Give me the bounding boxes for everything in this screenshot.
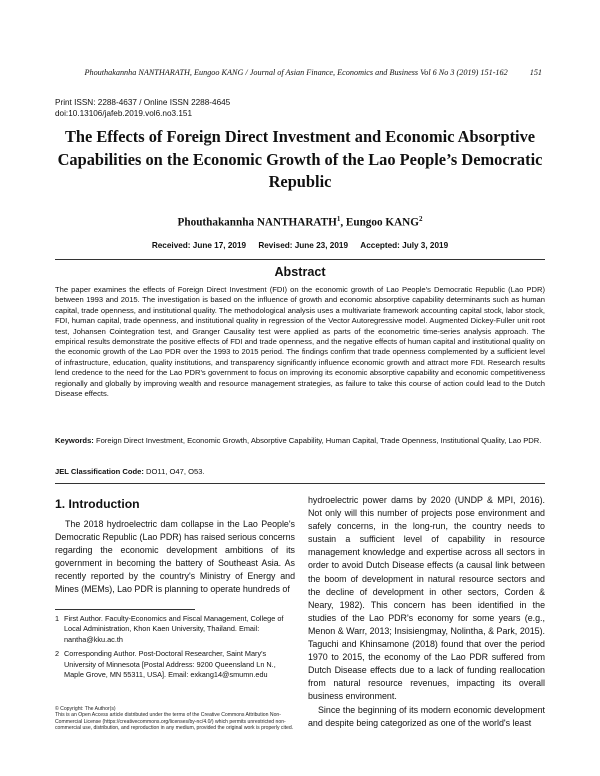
keywords [55,436,545,446]
author-list [0,215,600,229]
left-column [55,518,295,597]
divider-bottom [55,483,545,484]
doi-line: doi:10.13106/jafeb.2019.vol6.no3.151 [55,108,193,118]
issn-block [55,98,230,119]
page-number: 151 [529,68,542,77]
author-separator: , [340,216,346,229]
author-2-affiliation-mark: 2 [418,215,423,223]
jel-label: JEL Classification Code: [55,467,144,476]
keywords-label: Keywords: [55,436,94,445]
running-head-text: Phouthakannha NANTHARATH, Eungoo KANG / Journal of Asian Finance, Economics and Business Vol 6 No 3 (2019) 151-162 [84,68,508,77]
title-line-3: Republic [268,172,332,191]
right-column [308,494,545,730]
author-1: Phouthakannha NANTHARATH [177,216,337,229]
intro-paragraph-1-continued: hydroelectric power dams by 2020 (UNDP & MPI, 2016). Not only will this number of projects pose environment and safely concerns, in the long-run, the country needs to sustain a sufficient level of capability in resource management knowledge and expertise across all sectors in order to avoid Dutch Disease effects (a causal link between the boom of development in natural resource sectors and the decline of development in other sectors, Corden & Neary, 1982). This concern has been identified in the studies of the Lao PDR's economy for some years (e.g., Menon & Warr, 2013; Insisiengmay, Nolintha, & Park, 2015). Taguchi and Khinsamone (2018) found that over the period 1970 to 2015, the economy of the Lao PDR suffered from Dutch Disease effects due to a lack of funding reallocation from natural resource revenues, impacting its overall business environment. [308,495,545,702]
author-1-affiliation-mark: 1 [336,215,341,223]
section-heading-introduction: 1. Introduction [55,497,140,511]
running-head [58,68,542,77]
keywords-text: Foreign Direct Investment, Economic Growth, Absorptive Capability, Human Capital, Trade Openness, Institutional Quality, Lao PDR. [93,436,542,445]
title-line-1: The Effects of Foreign Direct Investment and Economic Absorptive [64,127,536,146]
intro-paragraph-1: The 2018 hydroelectric dam collapse in the Lao People's Democratic Republic (Lao PDR) has raised serious concerns regarding the economic development ambitions of its government in becoming the battery of Southeast Asia. As recently reported by the country's Ministry of Energy and Mines (MEMs), Lao PDR is planning to operate hundreds of [55,519,295,595]
footnote-divider [55,609,195,610]
issn-line: Print ISSN: 2288-4637 / Online ISSN 2288-4645 [55,98,231,107]
revised-date: Revised: June 23, 2019 [258,241,349,250]
footnote-1 [55,614,295,645]
divider-top [55,259,545,260]
jel-codes: DO11, O47, O53. [143,467,205,476]
footnote-1-text: First Author. Faculty-Economics and Fiscal Management, College of Local Administration, Khon Kaen University, Thailand. Email: nantha@kku.ac.th [64,614,284,644]
abstract-body: The paper examines the effects of Foreign Direct Investment (FDI) on the economic growth of Lao People's Democratic Republic (Lao PDR) between 1993 and 2015. The investigation is based on the influence of growth and economic absorptive capability determinants such as human capital, trade openness, and institutional quality. The methodological analysis uses a multivariate framework accounting capital stock, labor stock, FDI, human capital, trade openness, and institutional quality in regression of the Vector Autoregressive model. Augmented Dickey-Fuller unit root test, Johansen Cointegration test, and Granger Causality test were applied as parts of the econometric time-series analysis approach. The empirical results demonstrate the positive effects of FDI and trade openness, and the negative effects of human capital and institutional quality on the economic growth of the Lao PDR over the 1993 to 2015 period. The findings confirm that trade openness complemented by a sufficient level of infrastructure, education, quality institutions, and transparency significantly influence economic growth and attract more FDI. Research results lend credence to the need for the Lao PDR's government to focus on improving its economic absorptive capability and economic competitiveness regionally and globally by improving wealth and resource management strategies, as failure to take this course of action could lead to the Dutch Disease effects. [55,285,545,399]
received-date: Received: June 17, 2019 [151,241,247,250]
jel-classification [55,467,545,477]
intro-paragraph-2: Since the beginning of its modern economic development and despite being categorized as one of the world's least [308,704,545,728]
license-text: This is an Open Access article distributed under the terms of the Creative Commons Attribution Non-Commercial License (https://creativecommons.org/licenses/by-nc/4.0/) which permits unrestricted non-commercial use, distribution, and reproduction in any medium, provided the original work is properly cited. [55,712,294,732]
footnote-2-text: Corresponding Author. Post-Doctoral Researcher, Saint Mary's University of Minnesota [Postal Address: 9200 Queensland Ln N., Maple Grove, MN 55311, USA]. Email: exkang14@smumn.edu [64,649,276,680]
footnote-2-number: 2 [55,649,60,659]
footnote-1-number: 1 [55,614,60,623]
title-line-2: Capabilities on the Economic Growth of the Lao People’s Democratic [57,149,543,169]
abstract-heading: Abstract [274,265,326,279]
paper-title [40,126,560,194]
footnotes [55,614,295,684]
author-2: Eungoo KANG [345,216,419,229]
footnote-2 [55,649,295,680]
accepted-date: Accepted: July 3, 2019 [360,241,449,250]
copyright-notice [55,706,295,732]
article-dates [0,241,600,250]
copyright-line: © Copyright: The Author(s) [55,706,116,712]
